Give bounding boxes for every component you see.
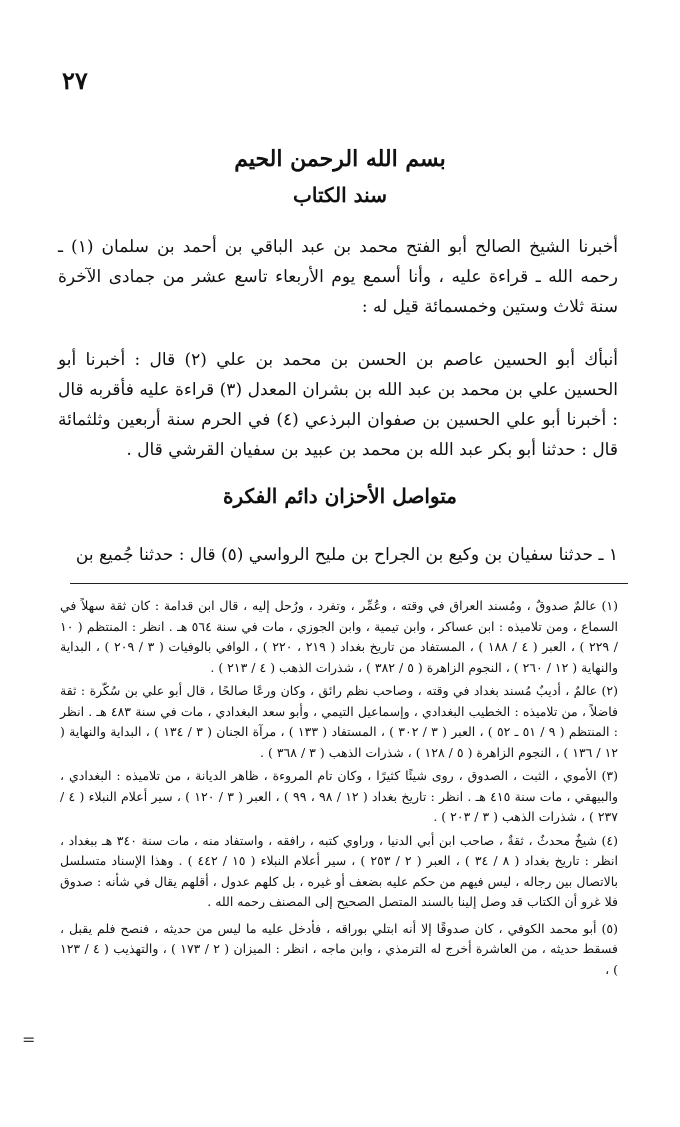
margin-mark: =	[22, 1030, 36, 1049]
body-paragraph: أنبأك أبو الحسين عاصم بن الحسن بن محمد بن علي (٢) قال : أخبرنا أبو الحسين علي بن محمد بن عبد الله بن بشران المعدل (٣) قراءة عليه فأقربه قال : أخبرنا أبو علي الحسين بن صفوان البرذعي (٤) في الحرم سنة أربعين وثلثمائة قال : حدثنا أبو بكر عبد الله بن محمد بن عبيد بن سفيان القرشي قال .	[58, 350, 618, 460]
footnotes	[60, 596, 618, 983]
chain-of-transmission-title: سند الكتاب	[293, 183, 387, 207]
body-paragraph: أخبرنا الشيخ الصالح أبو الفتح محمد بن عبد الباقي بن أحمد بن سلمان (١) ـ رحمه الله ـ قراءة عليه ، وأنا أسمع يوم الأربعاء تاسع عشر من جمادى الآخرة سنة ثلاث وستين وخمسمائة قيل له :	[58, 237, 618, 317]
footnote-divider	[70, 583, 628, 584]
hadith-text: ١ ـ حدثنا سفيان بن وكيع بن الجراح بن مليح الرواسي (٥) قال : حدثنا جُميع بن	[75, 545, 618, 565]
basmala-heading: بسم الله الرحمن الحيم	[234, 146, 446, 172]
footnote: (٥) أبو محمد الكوفي ، كان صدوقًا إلا أنه ابتلي بوراقه ، فأدخل عليه ما ليس من حديثه ، فنصح فلم يقبل ، فسقط حديثه ، من العاشرة أخرج له الترمذي ، وابن ماجه ، انظر : الميزان ( ٢ / ١٧٣ ) ، والتهذيب ( ٤ / ١٢٣ ) ،	[60, 920, 618, 977]
footnote: (١) عالمٌ صدوقٌ ، ومُسند العراق في وقته ، وعُمِّر ، وتفرد ، ورُحل إليه ، قال ابن قدامة : كان ثقة سهلاً في السماع ، ومن تلاميذه : ابن عساكر ، وابن تيمية ، وابن الجوزي ، مات في سنة ٥٦٤ هـ . انظر : المنتظم ( ١٠ / ٢٢٩ ) ، العبر ( ٤ / ١٨٨ ) ، المستفاد من تاريخ بغداد ( ٢١٩ ، ٢٢٠ ) ، الوافي بالوفيات ( ٣ / ٢٠٩ ) ، البداية والنهاية ( ١٢ / ٢٦٠ ) ، النجوم الزاهرة ( ٥ / ٣٨٢ ) ، شذرات الذهب ( ٤ / ٢١٣ ) .	[60, 598, 618, 675]
section-title: متواصل الأحزان دائم الفكرة	[223, 484, 457, 508]
footnote: (٢) عالمٌ ، أديبٌ مُسند بغداد في وقته ، وصاحب نظم رائق ، وكان ورعًا صالحًا ، قال أبو علي بن سُكّرة : ثقة فاضلاً ، من تلاميذه : الخطيب البغدادي ، وإسماعيل التيمي ، وأبو سعد البغدادي ، مات في سنة ٤٨٣ هـ . انظر : المنتظم ( ٩ / ٥١ ـ ٥٢ ) ، العبر ( ٣ / ٣٠٢ ) ، المستفاد ( ١٣٣ ) ، مرآة الجنان ( ٣ / ١٣٤ ) ، البداية والنهاية ( ١٢ / ١٣٦ ) ، النجوم الزاهرة ( ٥ / ١٢٨ ) ، شذرات الذهب ( ٣ / ٣٦٨ ) .	[60, 683, 618, 760]
footnote: (٤) شيخٌ محدثٌ ، ثقةٌ ، صاحب ابن أبي الدنيا ، وراوي كتبه ، رافقه ، واستفاد منه ، مات سنة ٣٤٠ هـ ببغداد ، انظر : تاريخ بغداد ( ٨ / ٣٤ ) ، العبر ( ٢ / ٢٥٣ ) ، سير أعلام النبلاء ( ١٥ / ٤٤٢ ) . وهذا الإسناد متسلسل بالاتصال بين رجاله ، ليس فيهم من حكم عليه بضعف أو غيره ، بل كلهم عدول ، أقلهم يقال في شأنه : صدوق فلا غرو أن الكتاب قد وصل إلينا بالسند المتصل الصحيح إلى المصنف رحمه الله .	[60, 832, 618, 909]
footnote: (٣) الأموي ، الثبت ، الصدوق ، روى شيئًا كثيرًا ، وكان تام المروءة ، ظاهر الديانة ، من تلاميذه : البغدادي ، والبيهقي ، مات سنة ٤١٥ هـ . انظر : تاريخ بغداد ( ١٢ / ٩٨ ، ٩٩ ) ، العبر ( ٣ / ١٢٠ ) ، سير أعلام النبلاء ( ٤ / ٢٣٧ ) ، شذرات الذهب ( ٣ / ٢٠٣ ) .	[60, 768, 619, 824]
page-number: ٢٧	[62, 66, 88, 95]
